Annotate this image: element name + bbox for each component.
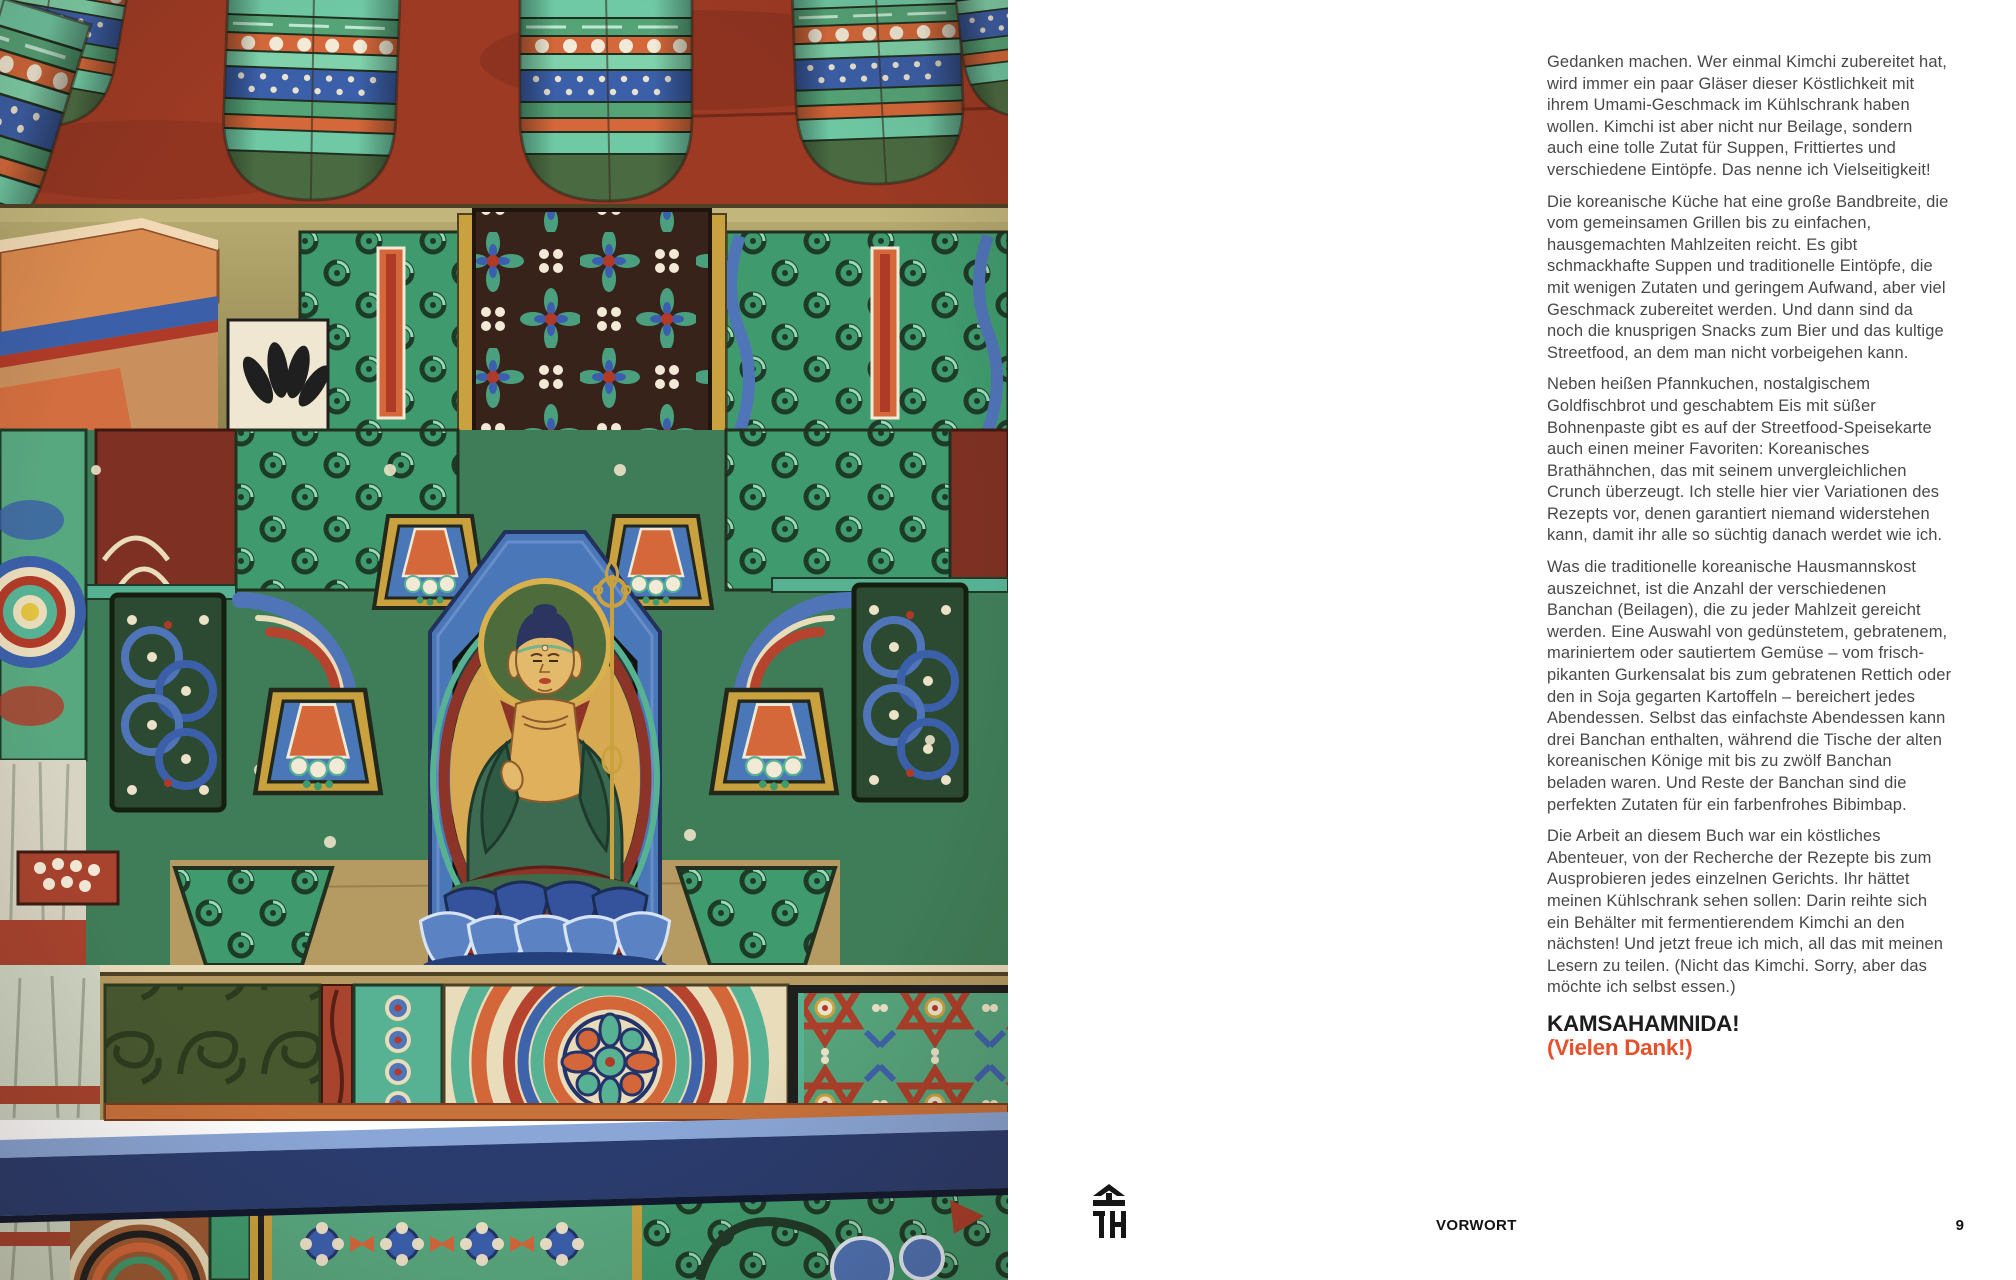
body-paragraph: Was die traditionelle koreanische Hausmannskost auszeichnet, ist die Anzahl der verschiedenen Banchan (Beilagen), die zu jeder Mahlzeit gereicht werden. Eine Auswahl von gedünstetem, gebratenem, mariniertem oder sautiertem Gemüse – vom frisch-pikanten Gurkensalat bis zum gebratenen Rettich oder den in Soja gegarten Kartoffeln – bereichert jedes Abendessen. Selbst das einfachste Abendessen kann drei Banchan enthalten, während die Tische der alten koreanischen Könige mit bis zu zwölf Banchan beladen waren. Und Reste der Banchan sind die perfekten Zutaten für ein farbenfrohes Bibimbap. <box>1547 558 1952 814</box>
closing-subheading: (Vielen Dank!) <box>1547 1034 1693 1060</box>
closing-block <box>1547 1012 1953 1060</box>
body-paragraph: Die Arbeit an diesem Buch war ein köstliches Abenteuer, von der Recherche der Rezepte bis zum Ausprobieren jedes einzelnen Gerichts. Ihr hättet meinen Kühlschrank sehen sollen: Darin reihte sich ein Behälter mit fermentierendem Kimchi an den nächsten! Und jetzt freue ich mich, all das mit meinen Lesern zu teilen. (Nicht das Kimchi. Sorry, aber das möchte ich selbst essen.) <box>1547 827 1944 997</box>
hangul-chapter-logo-icon <box>1092 1184 1126 1238</box>
body-paragraph: Neben heißen Pfannkuchen, nostalgischem Goldfischbrot und geschabtem Eis mit süßer Bohnenpaste gibt es auf der Streetfood-Speisekarte auch einen meiner Favoriten: Koreanisches Brathähnchen, das mit seinem unvergleichlichen Crunch überzeugt. Ich stelle hier vier Variationen des Rezepts vor, denen garantiert niemand widerstehen kann, damit ihr alle so süchtig danach werdet wie ich. <box>1547 375 1943 545</box>
preface-text-column <box>1547 52 1953 1060</box>
body-paragraph: Gedanken machen. Wer einmal Kimchi zubereitet hat, wird immer ein paar Gläser dieser Köstlichkeit mit ihrem Umami-Geschmack im Kühlschrank haben wollen. Kimchi ist aber nicht nur Beilage, sondern auch eine tolle Zutat für Suppen, Frittiertes und verschiedene Eintöpfe. Das nenne ich Vielseitigkeit! <box>1547 53 1947 179</box>
page-number: 9 <box>1955 1217 1964 1234</box>
footer-section-label: VORWORT <box>1436 1217 1517 1234</box>
closing-heading: KAMSAHAMNIDA! <box>1547 1010 1740 1036</box>
body-paragraph: Die koreanische Küche hat eine große Bandbreite, die vom gemeinsamen Grillen bis zu einfachen, hausgemachten Mahlzeiten reicht. Es gibt schmackhafte Suppen und traditionelle Eintöpfe, die mit wenigen Zutaten und geringem Aufwand, aber viel Geschmack zubereitet werden. Und dann sind da noch die knusprigen Snacks zum Bier und das kultige Streetfood, an dem man nicht vorbeigehen kann. <box>1547 192 1949 362</box>
